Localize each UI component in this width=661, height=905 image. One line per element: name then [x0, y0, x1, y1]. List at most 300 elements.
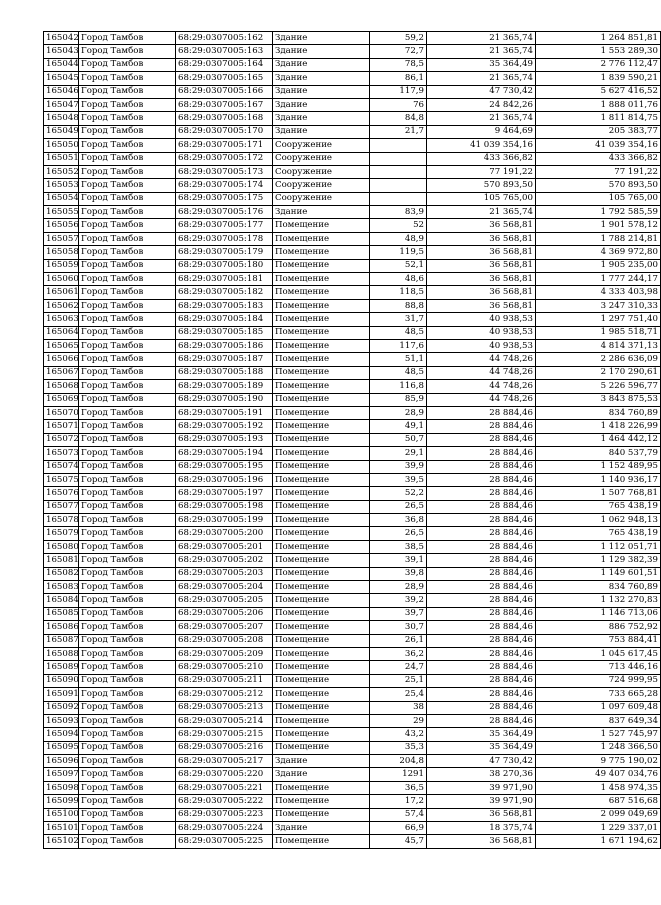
table-row	[44, 447, 661, 460]
object-type-cell: Здание	[273, 755, 370, 768]
unit-value-cell: 36 568,81	[427, 286, 536, 299]
cadastral-number-cell: 68:29:0307005:199	[176, 514, 273, 527]
area-cell: 88,8	[370, 299, 427, 312]
table-row	[44, 822, 661, 835]
cadastral-number-cell: 68:29:0307005:198	[176, 500, 273, 513]
cadastral-value-cell: 1 229 337,01	[536, 822, 661, 835]
area-cell: 38	[370, 701, 427, 714]
table-row	[44, 835, 661, 848]
unit-value-cell: 433 366,82	[427, 152, 536, 165]
row-number-cell: 165092	[44, 701, 79, 714]
table-row	[44, 380, 661, 393]
object-type-cell: Здание	[273, 45, 370, 58]
city-cell: Город Тамбов	[79, 447, 176, 460]
row-number-cell: 165073	[44, 447, 79, 460]
cadastral-value-cell: 765 438,19	[536, 500, 661, 513]
unit-value-cell: 28 884,46	[427, 540, 536, 553]
table-row	[44, 554, 661, 567]
row-number-cell: 165086	[44, 621, 79, 634]
table-row	[44, 433, 661, 446]
unit-value-cell: 28 884,46	[427, 500, 536, 513]
row-number-cell: 165045	[44, 72, 79, 85]
cadastral-number-cell: 68:29:0307005:182	[176, 286, 273, 299]
city-cell: Город Тамбов	[79, 45, 176, 58]
unit-value-cell: 44 748,26	[427, 380, 536, 393]
table-row	[44, 165, 661, 178]
cadastral-number-cell: 68:29:0307005:203	[176, 567, 273, 580]
cadastral-number-cell: 68:29:0307005:225	[176, 835, 273, 848]
table-row	[44, 714, 661, 727]
city-cell: Город Тамбов	[79, 768, 176, 781]
cadastral-number-cell: 68:29:0307005:201	[176, 540, 273, 553]
row-number-cell: 165057	[44, 232, 79, 245]
area-cell: 17,2	[370, 795, 427, 808]
row-number-cell: 165044	[44, 58, 79, 71]
cadastral-number-cell: 68:29:0307005:206	[176, 607, 273, 620]
row-number-cell: 165094	[44, 728, 79, 741]
cadastral-number-cell: 68:29:0307005:205	[176, 594, 273, 607]
table-row	[44, 313, 661, 326]
unit-value-cell: 28 884,46	[427, 701, 536, 714]
city-cell: Город Тамбов	[79, 139, 176, 152]
unit-value-cell: 35 364,49	[427, 728, 536, 741]
area-cell: 117,6	[370, 339, 427, 352]
city-cell: Город Тамбов	[79, 286, 176, 299]
area-cell: 28,9	[370, 406, 427, 419]
cadastral-value-cell: 1 671 194,62	[536, 835, 661, 848]
row-number-cell: 165050	[44, 139, 79, 152]
unit-value-cell: 77 191,22	[427, 165, 536, 178]
unit-value-cell: 35 364,49	[427, 741, 536, 754]
row-number-cell: 165046	[44, 85, 79, 98]
area-cell: 72,7	[370, 45, 427, 58]
object-type-cell: Здание	[273, 112, 370, 125]
unit-value-cell: 28 884,46	[427, 567, 536, 580]
row-number-cell: 165068	[44, 380, 79, 393]
cadastral-value-cell: 1 264 851,81	[536, 32, 661, 45]
cadastral-value-cell: 1 792 585,59	[536, 206, 661, 219]
unit-value-cell: 36 568,81	[427, 835, 536, 848]
area-cell: 83,9	[370, 206, 427, 219]
area-cell: 52,1	[370, 259, 427, 272]
city-cell: Город Тамбов	[79, 112, 176, 125]
object-type-cell: Помещение	[273, 273, 370, 286]
city-cell: Город Тамбов	[79, 406, 176, 419]
cadastral-number-cell: 68:29:0307005:167	[176, 98, 273, 111]
unit-value-cell: 28 884,46	[427, 433, 536, 446]
unit-value-cell: 39 971,90	[427, 795, 536, 808]
city-cell: Город Тамбов	[79, 72, 176, 85]
row-number-cell: 165077	[44, 500, 79, 513]
table-row	[44, 85, 661, 98]
table-row	[44, 219, 661, 232]
table-row	[44, 581, 661, 594]
unit-value-cell: 36 568,81	[427, 259, 536, 272]
row-number-cell: 165074	[44, 460, 79, 473]
object-type-cell: Помещение	[273, 259, 370, 272]
table-row	[44, 125, 661, 138]
cadastral-value-cell: 2 776 112,47	[536, 58, 661, 71]
city-cell: Город Тамбов	[79, 460, 176, 473]
city-cell: Город Тамбов	[79, 647, 176, 660]
unit-value-cell: 28 884,46	[427, 487, 536, 500]
unit-value-cell: 36 568,81	[427, 232, 536, 245]
object-type-cell: Помещение	[273, 313, 370, 326]
object-type-cell: Помещение	[273, 339, 370, 352]
row-number-cell: 165043	[44, 45, 79, 58]
table-row	[44, 728, 661, 741]
table-row	[44, 273, 661, 286]
unit-value-cell: 28 884,46	[427, 607, 536, 620]
row-number-cell: 165061	[44, 286, 79, 299]
row-number-cell: 165042	[44, 32, 79, 45]
cadastral-value-cell: 4 814 371,13	[536, 339, 661, 352]
city-cell: Город Тамбов	[79, 259, 176, 272]
cadastral-value-cell: 433 366,82	[536, 152, 661, 165]
city-cell: Город Тамбов	[79, 232, 176, 245]
object-type-cell: Помещение	[273, 741, 370, 754]
cadastral-value-cell: 834 760,89	[536, 406, 661, 419]
row-number-cell: 165097	[44, 768, 79, 781]
cadastral-value-cell: 687 516,68	[536, 795, 661, 808]
area-cell: 52	[370, 219, 427, 232]
object-type-cell: Помещение	[273, 500, 370, 513]
area-cell: 36,5	[370, 781, 427, 794]
unit-value-cell: 40 938,53	[427, 326, 536, 339]
object-type-cell: Помещение	[273, 246, 370, 259]
table-row	[44, 393, 661, 406]
area-cell: 116,8	[370, 380, 427, 393]
city-cell: Город Тамбов	[79, 273, 176, 286]
area-cell: 39,9	[370, 460, 427, 473]
cadastral-value-cell: 753 884,41	[536, 634, 661, 647]
table-row	[44, 406, 661, 419]
city-cell: Город Тамбов	[79, 58, 176, 71]
area-cell: 26,5	[370, 527, 427, 540]
area-cell: 59,2	[370, 32, 427, 45]
unit-value-cell: 47 730,42	[427, 85, 536, 98]
object-type-cell: Помещение	[273, 540, 370, 553]
area-cell: 52,2	[370, 487, 427, 500]
row-number-cell: 165098	[44, 781, 79, 794]
object-type-cell: Помещение	[273, 406, 370, 419]
city-cell: Город Тамбов	[79, 755, 176, 768]
object-type-cell: Помещение	[273, 795, 370, 808]
area-cell: 25,1	[370, 674, 427, 687]
area-cell	[370, 179, 427, 192]
city-cell: Город Тамбов	[79, 433, 176, 446]
table-row	[44, 567, 661, 580]
city-cell: Город Тамбов	[79, 420, 176, 433]
table-row	[44, 45, 661, 58]
row-number-cell: 165088	[44, 647, 79, 660]
cadastral-number-cell: 68:29:0307005:173	[176, 165, 273, 178]
cadastral-value-cell: 1 045 617,45	[536, 647, 661, 660]
table-row	[44, 514, 661, 527]
table-row	[44, 58, 661, 71]
cadastral-number-cell: 68:29:0307005:192	[176, 420, 273, 433]
cadastral-value-cell: 834 760,89	[536, 581, 661, 594]
city-cell: Город Тамбов	[79, 32, 176, 45]
cadastral-value-cell: 3 843 875,53	[536, 393, 661, 406]
city-cell: Город Тамбов	[79, 621, 176, 634]
unit-value-cell: 21 365,74	[427, 72, 536, 85]
row-number-cell: 165099	[44, 795, 79, 808]
cadastral-value-cell: 1 788 214,81	[536, 232, 661, 245]
row-number-cell: 165071	[44, 420, 79, 433]
city-cell: Город Тамбов	[79, 206, 176, 219]
cadastral-number-cell: 68:29:0307005:183	[176, 299, 273, 312]
unit-value-cell: 44 748,26	[427, 366, 536, 379]
cadastral-number-cell: 68:29:0307005:175	[176, 192, 273, 205]
row-number-cell: 165049	[44, 125, 79, 138]
row-number-cell: 165063	[44, 313, 79, 326]
unit-value-cell: 41 039 354,16	[427, 139, 536, 152]
cadastral-number-cell: 68:29:0307005:211	[176, 674, 273, 687]
object-type-cell: Здание	[273, 768, 370, 781]
cadastral-value-cell: 2 286 636,09	[536, 353, 661, 366]
table-row	[44, 500, 661, 513]
cadastral-number-cell: 68:29:0307005:188	[176, 366, 273, 379]
area-cell: 204,8	[370, 755, 427, 768]
cadastral-value-cell: 1 905 235,00	[536, 259, 661, 272]
object-type-cell: Помещение	[273, 299, 370, 312]
object-type-cell: Помещение	[273, 326, 370, 339]
table-row	[44, 98, 661, 111]
city-cell: Город Тамбов	[79, 795, 176, 808]
row-number-cell: 165079	[44, 527, 79, 540]
cadastral-number-cell: 68:29:0307005:190	[176, 393, 273, 406]
area-cell: 57,4	[370, 808, 427, 821]
unit-value-cell: 35 364,49	[427, 58, 536, 71]
city-cell: Город Тамбов	[79, 701, 176, 714]
cadastral-number-cell: 68:29:0307005:171	[176, 139, 273, 152]
cadastral-value-cell: 837 649,34	[536, 714, 661, 727]
cadastral-value-cell: 9 775 190,02	[536, 755, 661, 768]
cadastral-number-cell: 68:29:0307005:214	[176, 714, 273, 727]
unit-value-cell: 21 365,74	[427, 112, 536, 125]
unit-value-cell: 24 842,26	[427, 98, 536, 111]
cadastral-number-cell: 68:29:0307005:168	[176, 112, 273, 125]
city-cell: Город Тамбов	[79, 728, 176, 741]
table-row	[44, 540, 661, 553]
cadastral-number-cell: 68:29:0307005:163	[176, 45, 273, 58]
city-cell: Город Тамбов	[79, 594, 176, 607]
cadastral-value-cell: 5 627 416,52	[536, 85, 661, 98]
cadastral-number-cell: 68:29:0307005:172	[176, 152, 273, 165]
object-type-cell: Помещение	[273, 460, 370, 473]
table-row	[44, 688, 661, 701]
city-cell: Город Тамбов	[79, 835, 176, 848]
cadastral-value-cell: 1 777 244,17	[536, 273, 661, 286]
object-type-cell: Здание	[273, 72, 370, 85]
table-row	[44, 460, 661, 473]
unit-value-cell: 18 375,74	[427, 822, 536, 835]
row-number-cell: 165095	[44, 741, 79, 754]
cadastral-number-cell: 68:29:0307005:215	[176, 728, 273, 741]
row-number-cell: 165075	[44, 473, 79, 486]
row-number-cell: 165052	[44, 165, 79, 178]
cadastral-number-cell: 68:29:0307005:224	[176, 822, 273, 835]
row-number-cell: 165058	[44, 246, 79, 259]
cadastral-number-cell: 68:29:0307005:213	[176, 701, 273, 714]
object-type-cell: Здание	[273, 206, 370, 219]
cadastral-value-cell: 1 418 226,99	[536, 420, 661, 433]
city-cell: Город Тамбов	[79, 607, 176, 620]
row-number-cell: 165085	[44, 607, 79, 620]
cadastral-value-cell: 3 247 310,33	[536, 299, 661, 312]
cadastral-value-cell: 713 446,16	[536, 661, 661, 674]
cadastral-number-cell: 68:29:0307005:176	[176, 206, 273, 219]
unit-value-cell: 28 884,46	[427, 621, 536, 634]
object-type-cell: Помещение	[273, 781, 370, 794]
object-type-cell: Помещение	[273, 366, 370, 379]
unit-value-cell: 9 464,69	[427, 125, 536, 138]
area-cell: 29,1	[370, 447, 427, 460]
unit-value-cell: 28 884,46	[427, 634, 536, 647]
row-number-cell: 165087	[44, 634, 79, 647]
cadastral-value-cell: 105 765,00	[536, 192, 661, 205]
object-type-cell: Помещение	[273, 581, 370, 594]
city-cell: Город Тамбов	[79, 714, 176, 727]
object-type-cell: Здание	[273, 822, 370, 835]
cadastral-value-cell: 1 839 590,21	[536, 72, 661, 85]
area-cell: 48,5	[370, 326, 427, 339]
table-row	[44, 647, 661, 660]
city-cell: Город Тамбов	[79, 326, 176, 339]
cadastral-number-cell: 68:29:0307005:223	[176, 808, 273, 821]
city-cell: Город Тамбов	[79, 125, 176, 138]
object-type-cell: Помещение	[273, 661, 370, 674]
area-cell: 39,7	[370, 607, 427, 620]
cadastral-value-cell: 1 464 442,12	[536, 433, 661, 446]
cadastral-value-cell: 49 407 034,76	[536, 768, 661, 781]
area-cell: 78,5	[370, 58, 427, 71]
row-number-cell: 165093	[44, 714, 79, 727]
city-cell: Город Тамбов	[79, 339, 176, 352]
cadastral-number-cell: 68:29:0307005:216	[176, 741, 273, 754]
row-number-cell: 165076	[44, 487, 79, 500]
cadastral-number-cell: 68:29:0307005:191	[176, 406, 273, 419]
row-number-cell: 165054	[44, 192, 79, 205]
unit-value-cell: 39 971,90	[427, 781, 536, 794]
table-row	[44, 473, 661, 486]
cadastral-value-cell: 2 099 049,69	[536, 808, 661, 821]
table-row	[44, 674, 661, 687]
cadastral-value-cell: 724 999,95	[536, 674, 661, 687]
cadastral-value-cell: 1 248 366,50	[536, 741, 661, 754]
cadastral-number-cell: 68:29:0307005:185	[176, 326, 273, 339]
unit-value-cell: 105 765,00	[427, 192, 536, 205]
object-type-cell: Помещение	[273, 353, 370, 366]
row-number-cell: 165047	[44, 98, 79, 111]
cadastral-value-cell: 570 893,50	[536, 179, 661, 192]
cadastral-number-cell: 68:29:0307005:166	[176, 85, 273, 98]
object-type-cell: Помещение	[273, 433, 370, 446]
table-row	[44, 232, 661, 245]
unit-value-cell: 36 568,81	[427, 273, 536, 286]
unit-value-cell: 28 884,46	[427, 688, 536, 701]
table-row	[44, 781, 661, 794]
object-type-cell: Помещение	[273, 420, 370, 433]
cadastral-value-cell: 733 665,28	[536, 688, 661, 701]
row-number-cell: 165081	[44, 554, 79, 567]
table-row	[44, 192, 661, 205]
area-cell: 39,1	[370, 554, 427, 567]
row-number-cell: 165100	[44, 808, 79, 821]
object-type-cell: Помещение	[273, 674, 370, 687]
table-row	[44, 32, 661, 45]
cadastral-number-cell: 68:29:0307005:207	[176, 621, 273, 634]
row-number-cell: 165059	[44, 259, 79, 272]
city-cell: Город Тамбов	[79, 554, 176, 567]
cadastral-value-cell: 1 553 289,30	[536, 45, 661, 58]
cadastral-number-cell: 68:29:0307005:180	[176, 259, 273, 272]
row-number-cell: 165084	[44, 594, 79, 607]
cadastral-number-cell: 68:29:0307005:217	[176, 755, 273, 768]
object-type-cell: Здание	[273, 98, 370, 111]
row-number-cell: 165060	[44, 273, 79, 286]
cadastral-number-cell: 68:29:0307005:204	[176, 581, 273, 594]
table-row	[44, 594, 661, 607]
cadastral-value-cell: 2 170 290,61	[536, 366, 661, 379]
cadastral-number-cell: 68:29:0307005:220	[176, 768, 273, 781]
city-cell: Город Тамбов	[79, 634, 176, 647]
city-cell: Город Тамбов	[79, 781, 176, 794]
area-cell: 39,2	[370, 594, 427, 607]
city-cell: Город Тамбов	[79, 219, 176, 232]
object-type-cell: Помещение	[273, 607, 370, 620]
table-row	[44, 768, 661, 781]
area-cell: 84,8	[370, 112, 427, 125]
city-cell: Город Тамбов	[79, 688, 176, 701]
table-row	[44, 527, 661, 540]
cadastral-value-table	[43, 31, 661, 849]
area-cell: 50,7	[370, 433, 427, 446]
table-row	[44, 339, 661, 352]
unit-value-cell: 28 884,46	[427, 460, 536, 473]
area-cell	[370, 165, 427, 178]
row-number-cell: 165064	[44, 326, 79, 339]
table-row	[44, 179, 661, 192]
cadastral-number-cell: 68:29:0307005:174	[176, 179, 273, 192]
cadastral-number-cell: 68:29:0307005:165	[176, 72, 273, 85]
object-type-cell: Здание	[273, 85, 370, 98]
unit-value-cell: 44 748,26	[427, 393, 536, 406]
cadastral-number-cell: 68:29:0307005:164	[176, 58, 273, 71]
object-type-cell: Помещение	[273, 219, 370, 232]
cadastral-number-cell: 68:29:0307005:197	[176, 487, 273, 500]
area-cell: 45,7	[370, 835, 427, 848]
city-cell: Город Тамбов	[79, 661, 176, 674]
cadastral-value-cell: 1 458 974,35	[536, 781, 661, 794]
cadastral-number-cell: 68:29:0307005:221	[176, 781, 273, 794]
cadastral-number-cell: 68:29:0307005:212	[176, 688, 273, 701]
table-row	[44, 634, 661, 647]
unit-value-cell: 47 730,42	[427, 755, 536, 768]
unit-value-cell: 28 884,46	[427, 647, 536, 660]
area-cell	[370, 192, 427, 205]
city-cell: Город Тамбов	[79, 487, 176, 500]
cadastral-number-cell: 68:29:0307005:195	[176, 460, 273, 473]
object-type-cell: Здание	[273, 58, 370, 71]
object-type-cell: Помещение	[273, 232, 370, 245]
row-number-cell: 165102	[44, 835, 79, 848]
table-row	[44, 246, 661, 259]
object-type-cell: Помещение	[273, 527, 370, 540]
object-type-cell: Помещение	[273, 835, 370, 848]
unit-value-cell: 28 884,46	[427, 674, 536, 687]
